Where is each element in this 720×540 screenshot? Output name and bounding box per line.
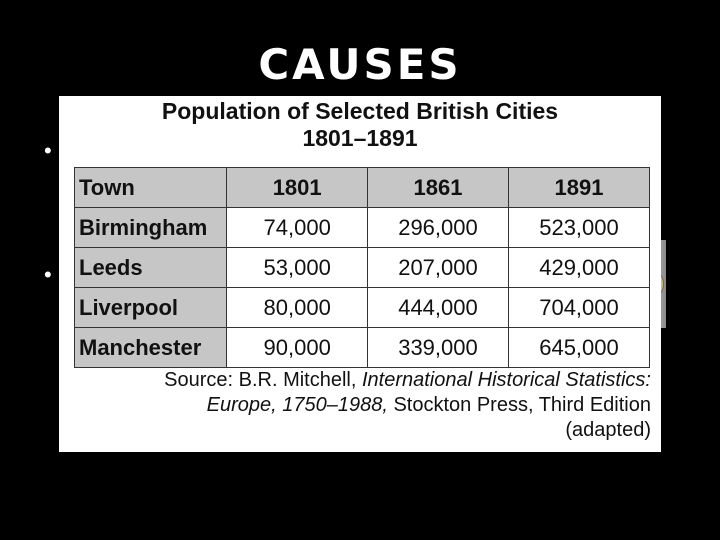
value-cell: 704,000 — [508, 288, 649, 328]
town-cell: Leeds — [75, 248, 227, 288]
table-header-row — [75, 168, 650, 208]
header-1891: 1891 — [508, 168, 649, 208]
header-town: Town — [75, 168, 227, 208]
slide-title: CAUSES — [258, 40, 462, 89]
value-cell: 444,000 — [367, 288, 508, 328]
source-work-part2: Europe, 1750–1988, — [206, 394, 388, 416]
table-row — [75, 208, 650, 248]
source-note: (adapted) — [565, 419, 651, 441]
value-cell: 296,000 — [367, 208, 508, 248]
document-title-line1: Population of Selected British Cities — [161, 98, 559, 124]
source-publisher: Stockton Press, Third Edition — [387, 394, 651, 416]
table-row — [75, 288, 650, 328]
source-prefix: Source: B.R. Mitchell, — [164, 369, 362, 391]
source-citation — [71, 368, 651, 443]
value-cell: 207,000 — [367, 248, 508, 288]
value-cell: 523,000 — [508, 208, 649, 248]
bullet-1: • — [44, 138, 52, 163]
town-cell: Birmingham — [75, 208, 227, 248]
value-cell: 429,000 — [508, 248, 649, 288]
table-row — [75, 328, 650, 368]
value-cell: 53,000 — [227, 248, 368, 288]
table-row — [75, 248, 650, 288]
source-line2 — [71, 393, 651, 418]
population-document — [59, 96, 661, 452]
value-cell: 90,000 — [227, 328, 368, 368]
source-line1 — [71, 368, 651, 393]
value-cell: 80,000 — [227, 288, 368, 328]
source-work-part1: International Historical Statistics: — [361, 369, 651, 391]
value-cell: 74,000 — [227, 208, 368, 248]
population-table — [74, 167, 650, 368]
header-1861: 1861 — [367, 168, 508, 208]
town-cell: Liverpool — [75, 288, 227, 328]
town-cell: Manchester — [75, 328, 227, 368]
value-cell: 339,000 — [367, 328, 508, 368]
value-cell: 645,000 — [508, 328, 649, 368]
bullet-2: • — [44, 262, 52, 287]
document-title-line2: 1801–1891 — [302, 125, 418, 151]
header-1801: 1801 — [227, 168, 368, 208]
document-title — [59, 98, 661, 152]
